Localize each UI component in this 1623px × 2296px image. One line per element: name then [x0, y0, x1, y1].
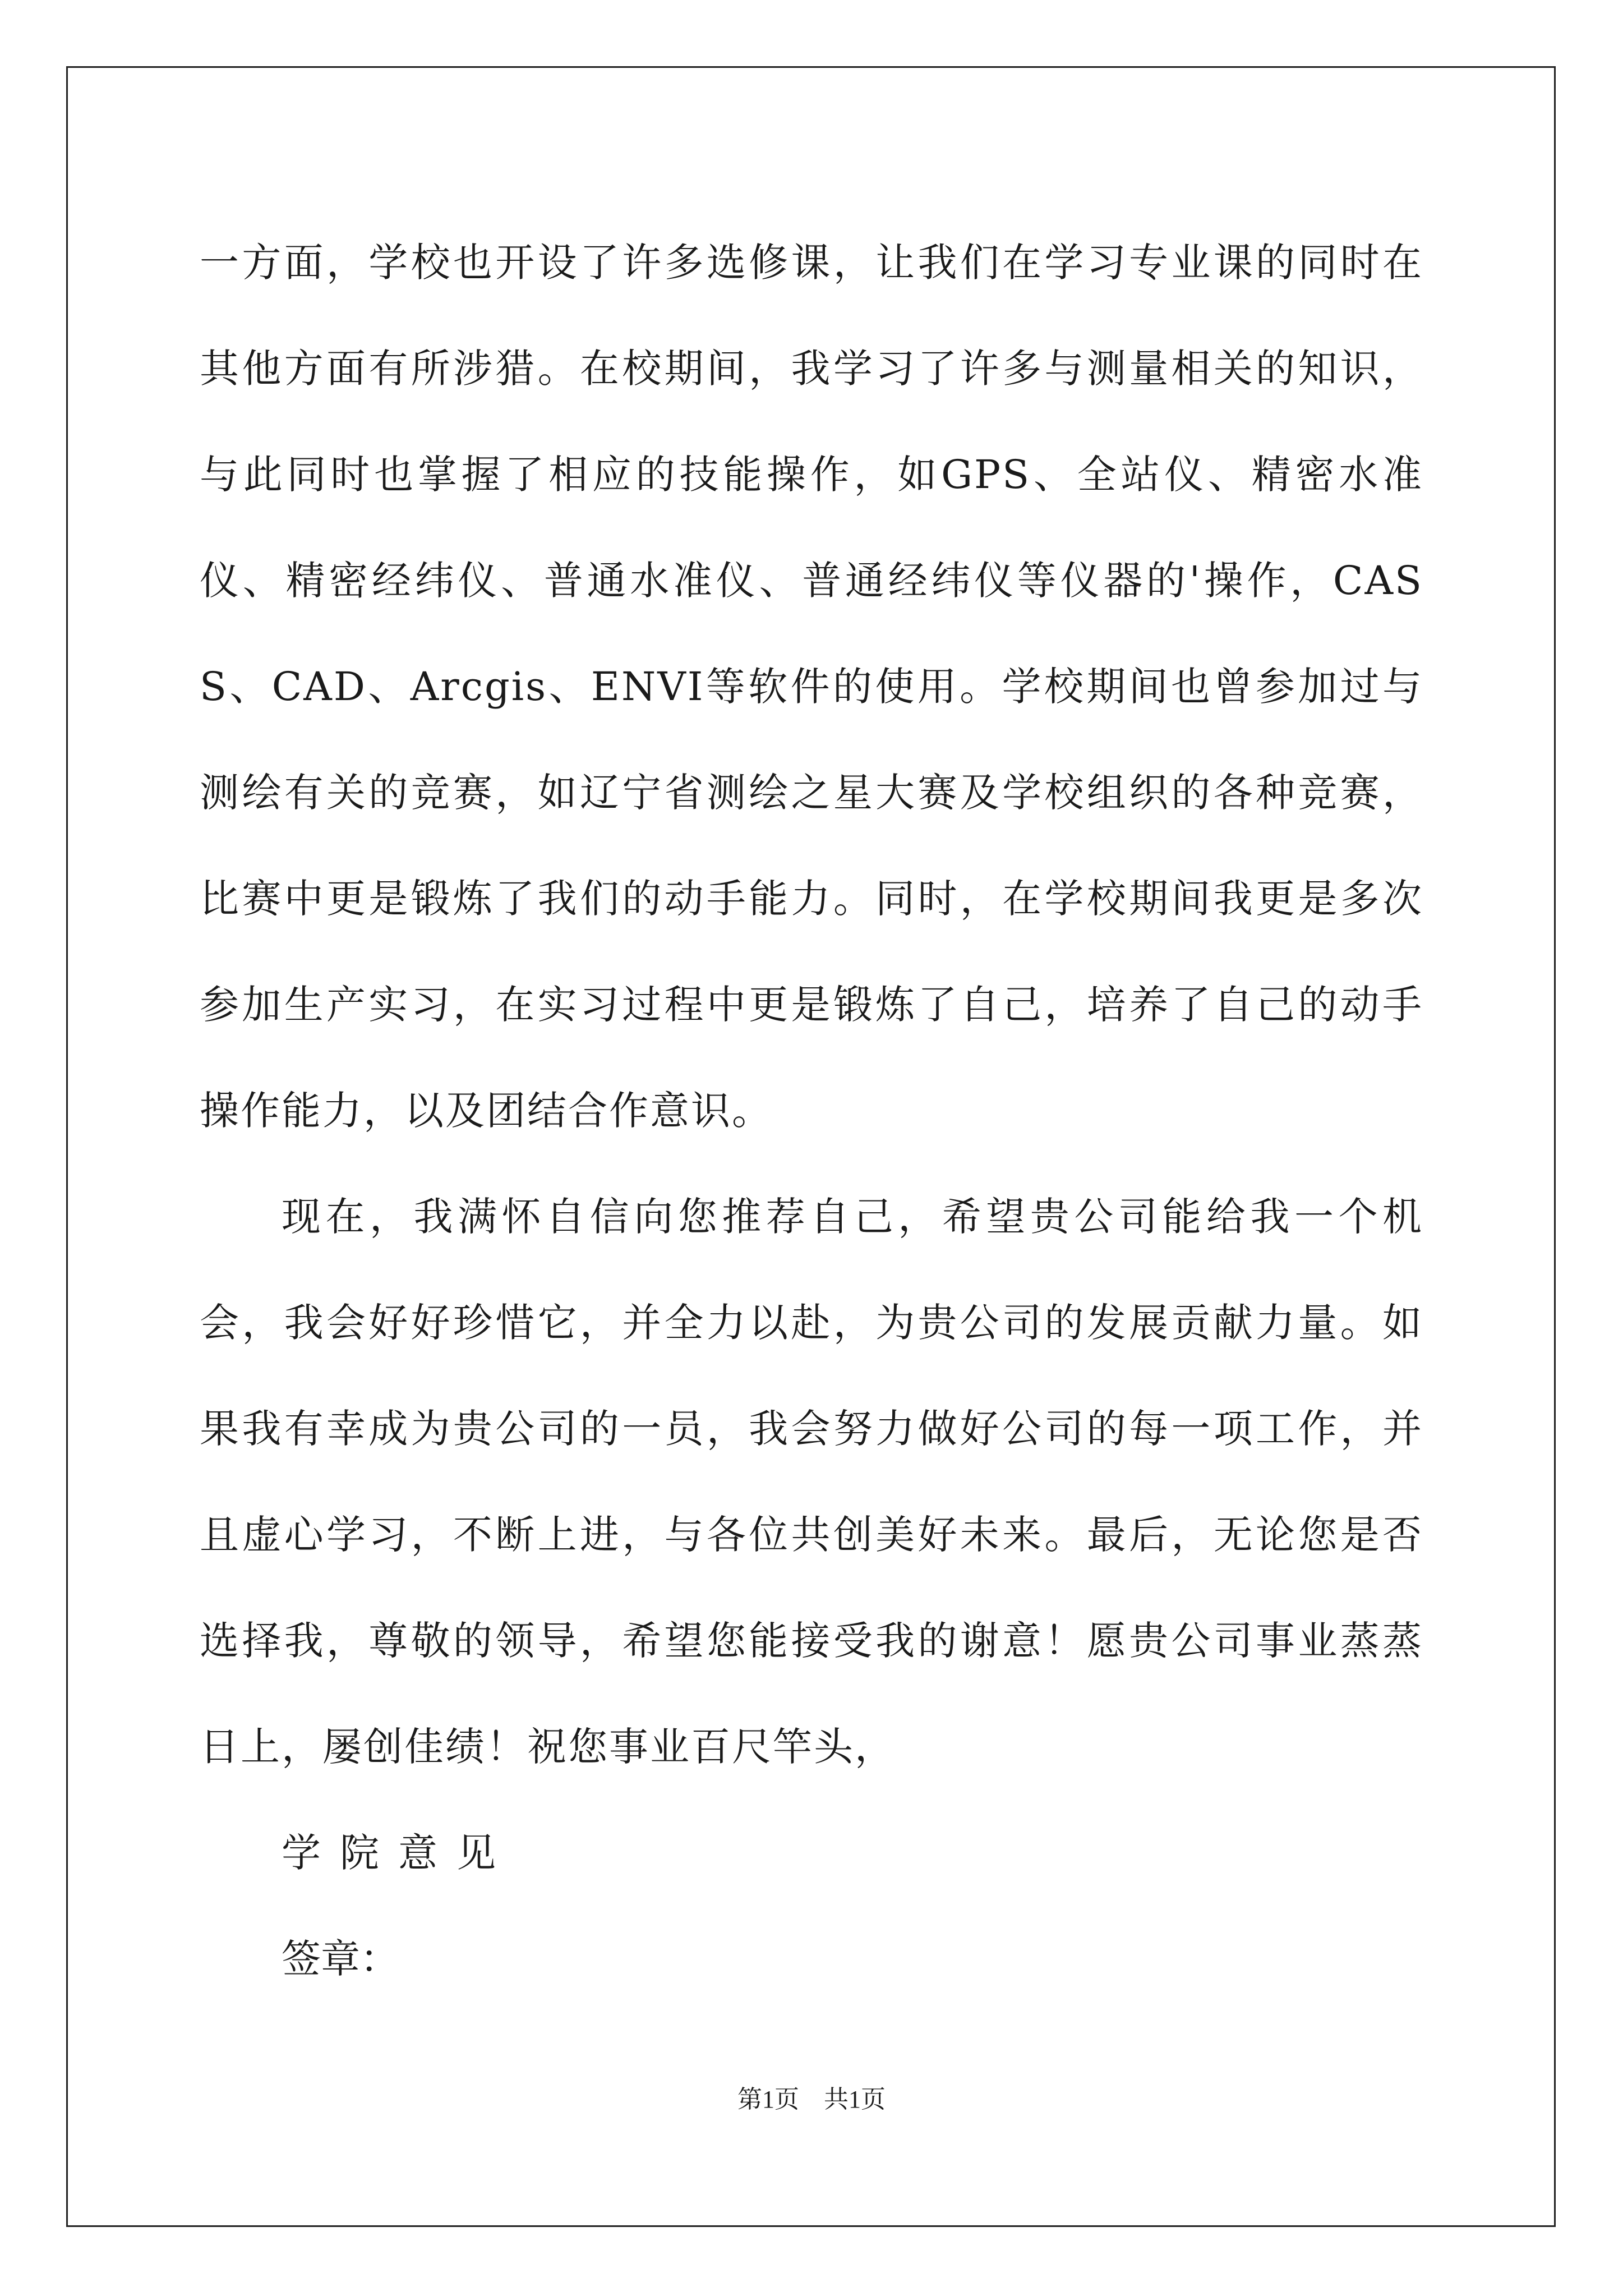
- paragraph-recommendation: 现在，我满怀自信向您推荐自己，希望贵公司能给我一个机会，我会好好珍惜它，并全力以赴，为贵公司的发展贡献力量。如果我有幸成为贵公司的一员，我会努力做好公司的每一项工作，并且虚心学习，不断上进，与各位共创美好未来。最后，无论您是否选择我，尊敬的领导，希望您能接受我的谢意！愿贵公司事业蒸蒸日上，屡创佳绩！祝您事业百尺竿头，: [200, 1194, 1423, 1770]
- paragraph-skills: 一方面，学校也开设了许多选修课，让我们在学习专业课的同时在其他方面有所涉猎。在校期间，我学习了许多与测量相关的知识，与此同时也掌握了相应的技能操作，如GPS、全站仪、精密水准仪、精密经纬仪、普通水准仪、普通经纬仪等仪器的'操作，CASS、CAD、Arcgis、ENVI等软件的使用。学校期间也曾参加过与测绘有关的竞赛，如辽宁省测绘之星大赛及学校组织的各种竞赛，比赛中更是锻炼了我们的动手能力。同时，在学校期间我更是多次参加生产实习，在实习过程中更是锻炼了自己，培养了自己的动手操作能力，以及团结合作意识。: [200, 240, 1423, 1134]
- signature-label: 签章：: [282, 1936, 399, 1982]
- college-opinion-label: 学院意见: [282, 1830, 515, 1876]
- document-body: [200, 210, 1423, 2012]
- page-footer: 第1页 共1页: [737, 2086, 886, 2113]
